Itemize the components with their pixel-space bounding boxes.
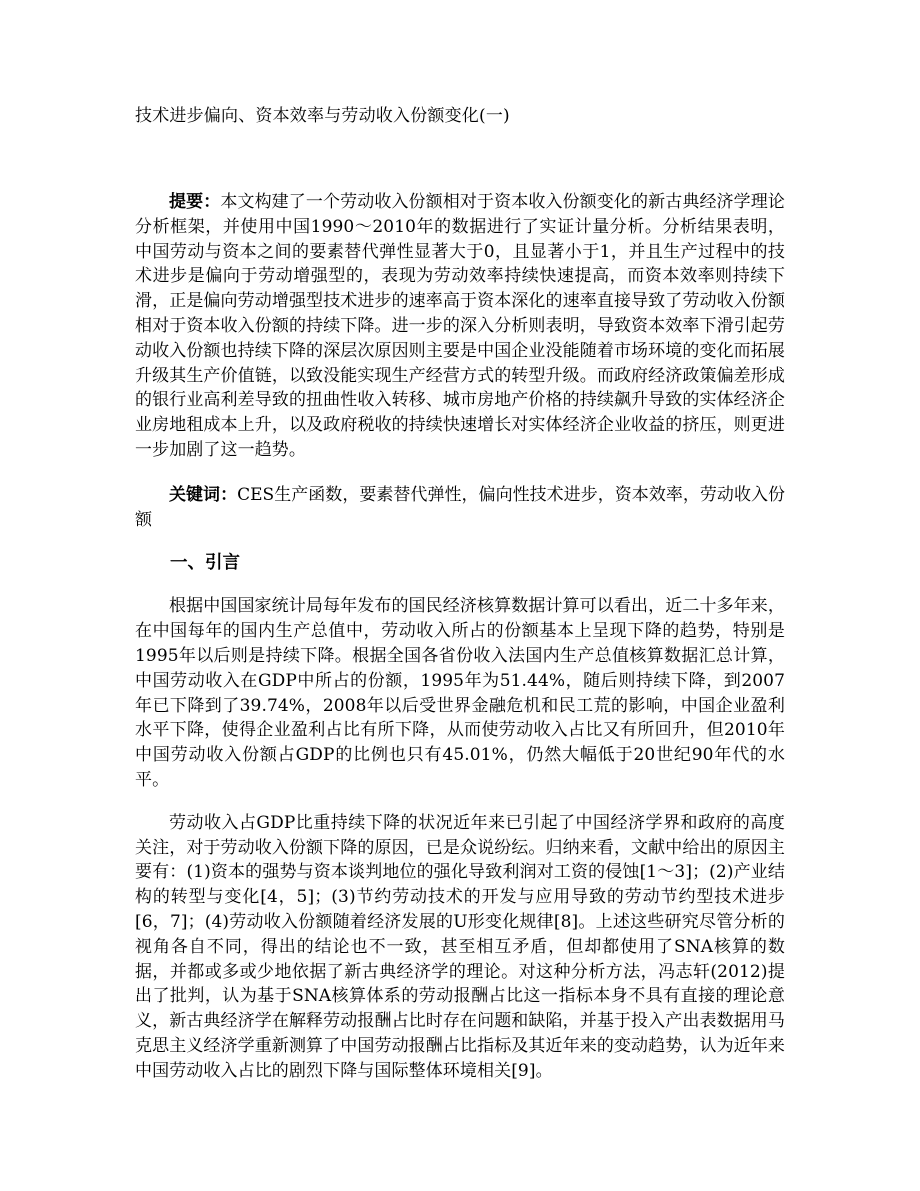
keywords-paragraph	[135, 483, 785, 533]
section-heading-introduction: 一、引言	[170, 553, 240, 574]
body-paragraph-2: 劳动收入占GDP比重持续下降的状况近年来已引起了中国经济学界和政府的高度关注，对于劳动收入份额下降的原因，已是众说纷纭。归纳来看，文献中给出的原因主要有：(1)资本的强势与资本谈判地位的强化导致利润对工资的侵蚀[1～3]；(2)产业结构的转型与变化[4，5]；(3)节约劳动技术的开发与应用导致的劳动节约型技术进步[6，7]；(4)劳动收入份额随着经济发展的U形变化规律[8]。上述这些研究尽管分析的视角各自不同，得出的结论也不一致，甚至相互矛盾，但却都使用了SNA核算的数据，并都或多或少地依据了新古典经济学的理论。对这种分析方法，冯志轩(2012)提出了批判，认为基于SNA核算体系的劳动报酬占比这一指标本身不具有直接的理论意义，新古典经济学在解释劳动报酬占比时存在问题和缺陷，并基于投入产出表数据用马克思主义经济学重新测算了中国劳动报酬占比指标及其近年来的变动趋势，认为近年来中国劳动收入占比的剧烈下降与国际整体环境相关[9]。	[135, 812, 785, 1081]
keywords-text: CES生产函数，要素替代弹性，偏向性技术进步，资本效率，劳动收入份额	[135, 484, 786, 530]
abstract-text: 本文构建了一个劳动收入份额相对于资本收入份额变化的新古典经济学理论分析框架，并使用中国1990～2010年的数据进行了实证计量分析。分析结果表明，中国劳动与资本之间的要素替代弹性显著大于0，且显著小于1，并且生产过程中的技术进步是偏向于劳动增强型的，表现为劳动效率持续快速提高，而资本效率则持续下滑，正是偏向劳动增强型技术进步的速率高于资本深化的速率直接导致了劳动收入份额相对于资本收入份额的持续下降。进一步的深入分析则表明，导致资本效率下滑引起劳动收入份额也持续下降的深层次原因则主要是中国企业没能随着市场环境的变化而拓展升级其生产价值链，以致没能实现生产经营方式的转型升级。而政府经济政策偏差形成的银行业高利差导致的扭曲性收入转移、城市房地产价格的持续飙升导致的实体经济企业房地租成本上升，以及政府税收的持续快速增长对实体经济企业收益的挤压，则更进一步加剧了这一趋势。	[135, 192, 785, 460]
keywords-label: 关键词：	[169, 484, 238, 505]
abstract-label: 提要：	[169, 192, 221, 212]
document-page	[135, 104, 785, 1101]
body-paragraph-1: 根据中国国家统计局每年发布的国民经济核算数据计算可以看出，近二十多年来，在中国每年的国内生产总值中，劳动收入所占的份额基本上呈现下降的趋势，特别是1995年以后则是持续下降。根据全国各省份收入法国内生产总值核算数据汇总计算，中国劳动收入在GDP中所占的份额，1995年为51.44%，随后则持续下降，到2007年已下降到了39.74%，2008年以后受世界金融危机和民工荒的影响，中国企业盈利水平下降，使得企业盈利占比有所下降，从而使劳动收入占比又有所回升，但2010年中国劳动收入份额占GDP的比例也只有45.01%，仍然大幅低于20世纪90年代的水平。	[135, 596, 785, 790]
abstract-paragraph	[135, 190, 785, 463]
document-title: 技术进步偏向、资本效率与劳动收入份额变化(一)	[135, 106, 510, 126]
